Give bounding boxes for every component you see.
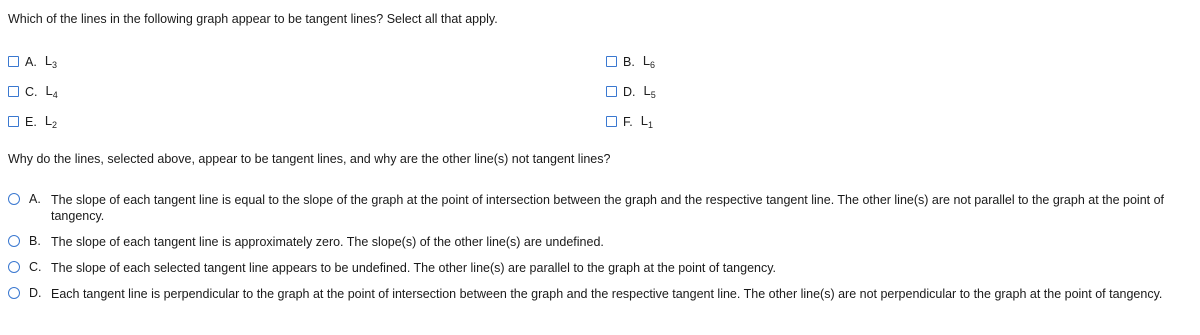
radio-b-text: The slope of each tangent line is approximately zero. The slope(s) of the other line(s) are undefined.	[51, 235, 604, 249]
choice-b[interactable]	[606, 53, 655, 70]
choice-c-label: $L_4$	[45, 83, 58, 100]
radio-c[interactable]	[8, 261, 20, 273]
choice-f[interactable]	[606, 113, 653, 130]
radio-option-c[interactable]	[8, 260, 776, 276]
choice-e-letter: E.	[25, 114, 37, 129]
radio-a-text: The slope of each tangent line is equal to the slope of the graph at the point of intersection between the graph and the respective tangent line. The other line(s) are not parallel to the graph at the point of tangency.	[51, 193, 1165, 223]
checkbox-b[interactable]	[606, 56, 617, 67]
choice-a-letter: A.	[25, 54, 37, 69]
choice-d[interactable]	[606, 83, 656, 100]
radio-b-letter: B.	[29, 234, 41, 248]
radio-d[interactable]	[8, 287, 20, 299]
question-2-text: Why do the lines, selected above, appear to be tangent lines, and why are the other line(s) not tangent lines?	[8, 152, 611, 166]
choice-d-letter: D.	[623, 84, 636, 99]
choice-f-letter: F.	[623, 114, 633, 129]
choice-e-label: $L_2$	[44, 113, 58, 130]
radio-b[interactable]	[8, 235, 20, 247]
checkbox-e[interactable]	[8, 116, 19, 127]
choice-a-label: $L_3$	[44, 53, 58, 70]
radio-option-a[interactable]	[8, 192, 1186, 224]
choice-e[interactable]	[8, 113, 57, 130]
radio-a-letter: A.	[29, 192, 41, 206]
radio-option-b[interactable]	[8, 234, 604, 250]
radio-c-letter: C.	[29, 260, 42, 274]
choice-b-letter: B.	[623, 54, 635, 69]
radio-d-text: Each tangent line is perpendicular to the graph at the point of intersection between the graph and the respective tangent line. The other line(s) are not perpendicular to the graph at the point of tangency.	[51, 287, 1163, 301]
checkbox-d[interactable]	[606, 86, 617, 97]
choice-c-letter: C.	[25, 84, 38, 99]
choice-b-label: $L_6$	[642, 53, 656, 70]
radio-c-text: The slope of each selected tangent line appears to be undefined. The other line(s) are parallel to the graph at the point of tangency.	[51, 261, 777, 275]
radio-a[interactable]	[8, 193, 20, 205]
radio-d-letter: D.	[29, 286, 42, 300]
choice-c[interactable]	[8, 83, 58, 100]
checkbox-a[interactable]	[8, 56, 19, 67]
choice-f-label: $L_1$	[640, 113, 653, 130]
choice-a[interactable]	[8, 53, 57, 70]
checkbox-c[interactable]	[8, 86, 19, 97]
question-1-text: Which of the lines in the following graph appear to be tangent lines? Select all that apply.	[8, 12, 498, 26]
radio-option-d[interactable]	[8, 286, 1162, 302]
checkbox-f[interactable]	[606, 116, 617, 127]
choice-d-label: $L_5$	[643, 83, 656, 100]
